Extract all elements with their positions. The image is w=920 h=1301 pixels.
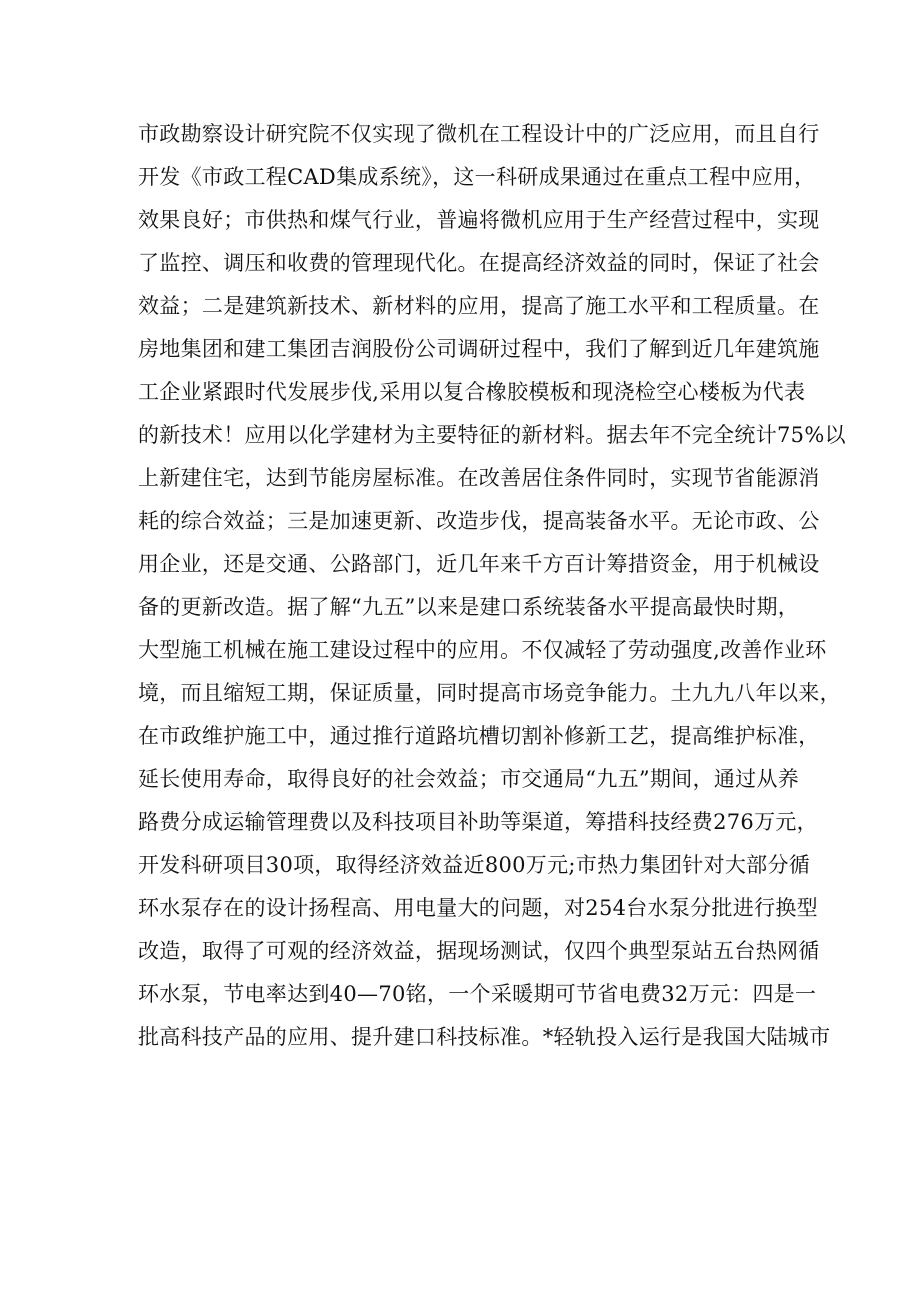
text-line: 了监控、调压和收费的管理现代化。在提高经济效益的同时，保证了社会	[138, 251, 820, 275]
text-line: 开发《市政工程CAD集成系统》，这一科研成果通过在重点工程中应用，	[138, 165, 816, 189]
text-line: 房地集团和建工集团吉润股份公司调研过程中，我们了解到近几年建筑施	[138, 337, 820, 361]
text-line: 改造，取得了可观的经济效益，据现场测试，仅四个典型泵站五台热网循	[138, 939, 820, 963]
text-line: 耗的综合效益；三是加速更新、改造步伐，提高装备水平。无论市政、公	[138, 509, 820, 533]
text-line: 在市政维护施工中，通过推行道路坑槽切割补修新工艺，提高维护标准，	[138, 724, 820, 748]
text-line: 上新建住宅，达到节能房屋标准。在改善居住条件同时，实现节省能源消	[138, 466, 820, 490]
text-line: 的新技术！应用以化学建材为主要特征的新材料。据去年不完全统计75%以	[138, 423, 846, 447]
text-line: 环水泵存在的设计扬程高、用电量大的问题，对254台水泵分批进行换型	[138, 896, 818, 920]
text-line: 开发科研项目30项，取得经济效益近800万元;市热力集团针对大部分循	[138, 853, 811, 877]
text-line: 市政勘察设计研究院不仅实现了微机在工程设计中的广泛应用，而且自行	[138, 122, 820, 146]
body-text	[138, 113, 846, 1059]
text-line: 工企业紧跟时代发展步伐,采用以复合橡胶模板和现浇检空心楼板为代表	[138, 380, 806, 404]
text-line: 效果良好；市供热和煤气行业，普遍将微机应用于生产经营过程中，实现	[138, 208, 820, 232]
text-line: 路费分成运输管理费以及科技项目补助等渠道，筹措科技经费276万元，	[138, 810, 818, 834]
text-line: 延长使用寿命，取得良好的社会效益；市交通局“九五”期间，通过从养	[138, 767, 800, 791]
text-line: 备的更新改造。据了解“九五”以来是建口系统装备水平提高最快时期，	[138, 595, 800, 619]
text-line: 用企业，还是交通、公路部门，近几年来千方百计筹措资金，用于机械设	[138, 552, 820, 576]
text-line: 境，而且缩短工期，保证质量，同时提高市场竞争能力。土九九八年以来，	[138, 681, 841, 705]
text-line: 批高科技产品的应用、提升建口科技标准。*轻轨投入运行是我国大陆城市	[138, 1025, 831, 1049]
text-line: 效益；二是建筑新技术、新材料的应用，提高了施工水平和工程质量。在	[138, 294, 820, 318]
text-line: 大型施工机械在施工建设过程中的应用。不仅减轻了劳动强度,改善作业环	[138, 638, 827, 662]
text-line: 环水泵，节电率达到40—70铭，一个采暖期可节省电费32万元：四是一	[138, 982, 817, 1006]
